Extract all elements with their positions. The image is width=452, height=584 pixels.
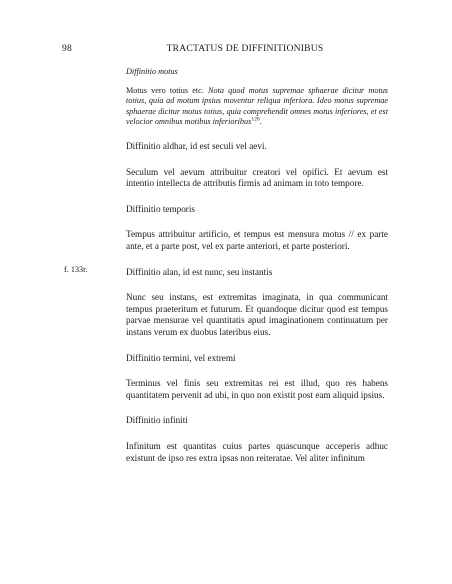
section-heading: Diffinitio termini, vel extremi bbox=[126, 352, 236, 363]
section-heading: Diffinitio temporis bbox=[126, 203, 195, 214]
section-body: Tempus attribuitur artificio, et tempus est mensura motus // ex parte ante, et a parte post, vel ex parte anteriori, et parte posteriori. bbox=[126, 229, 388, 251]
section-body: Seculum vel aevum attribuitur creatori vel opifici. Et aevum est intentio intellecta de attributis firmis ad animam in toto tempore. bbox=[126, 166, 388, 189]
section-body: Infinitum est quantitas cuius partes quascunque acceperis adhuc existunt de ipso res extra ipsas non reiteratae. Vel aliter infinitum bbox=[126, 440, 388, 463]
running-title: TRACTATUS DE DIFFINITIONIBUS bbox=[166, 43, 324, 54]
section-heading: Diffinitio aldhar, id est seculi vel aevi. bbox=[126, 141, 267, 152]
section-heading: Diffinitio motus bbox=[126, 67, 178, 76]
section-heading: Diffinitio infiniti bbox=[126, 415, 188, 426]
body-plain: Motus vero totius etc. bbox=[126, 86, 209, 96]
section-heading: Diffinitio alan, id est nunc, seu instantis bbox=[126, 266, 273, 277]
text-column bbox=[126, 67, 388, 464]
body-end: . bbox=[259, 116, 262, 126]
margin-folio-note: f. 133r. bbox=[64, 265, 88, 274]
footnote-marker: 120 bbox=[251, 116, 260, 123]
page-number: 98 bbox=[62, 43, 72, 54]
page-header bbox=[62, 43, 388, 57]
section-body: Terminus vel finis seu extremitas rei est illud, quo res habens quantitatem pervenit ad ubi, in quo non existit post eam aliquid ipsius. bbox=[126, 378, 388, 400]
body-italic: Nota quod motus supremae sphaerae dicitur motus totius, quia ad motum ipsius moventur reliqua inferiora. Ideo motus supremae sphaerae dicitur motus totius, quia comprehendit omnes motus inferiores, et est velocior omnibus motibus inferioribus bbox=[126, 86, 388, 126]
section-body: Nunc seu instans, est extremitas imaginata, in qua communicant tempus praeteritum et futurum. Et quandoque dicitur quod est tempus parvae mensurae vel quantitatis apud imaginationem continuatum per instans verum ex duobus lateribus eius. bbox=[126, 292, 388, 337]
section-body bbox=[126, 86, 388, 127]
